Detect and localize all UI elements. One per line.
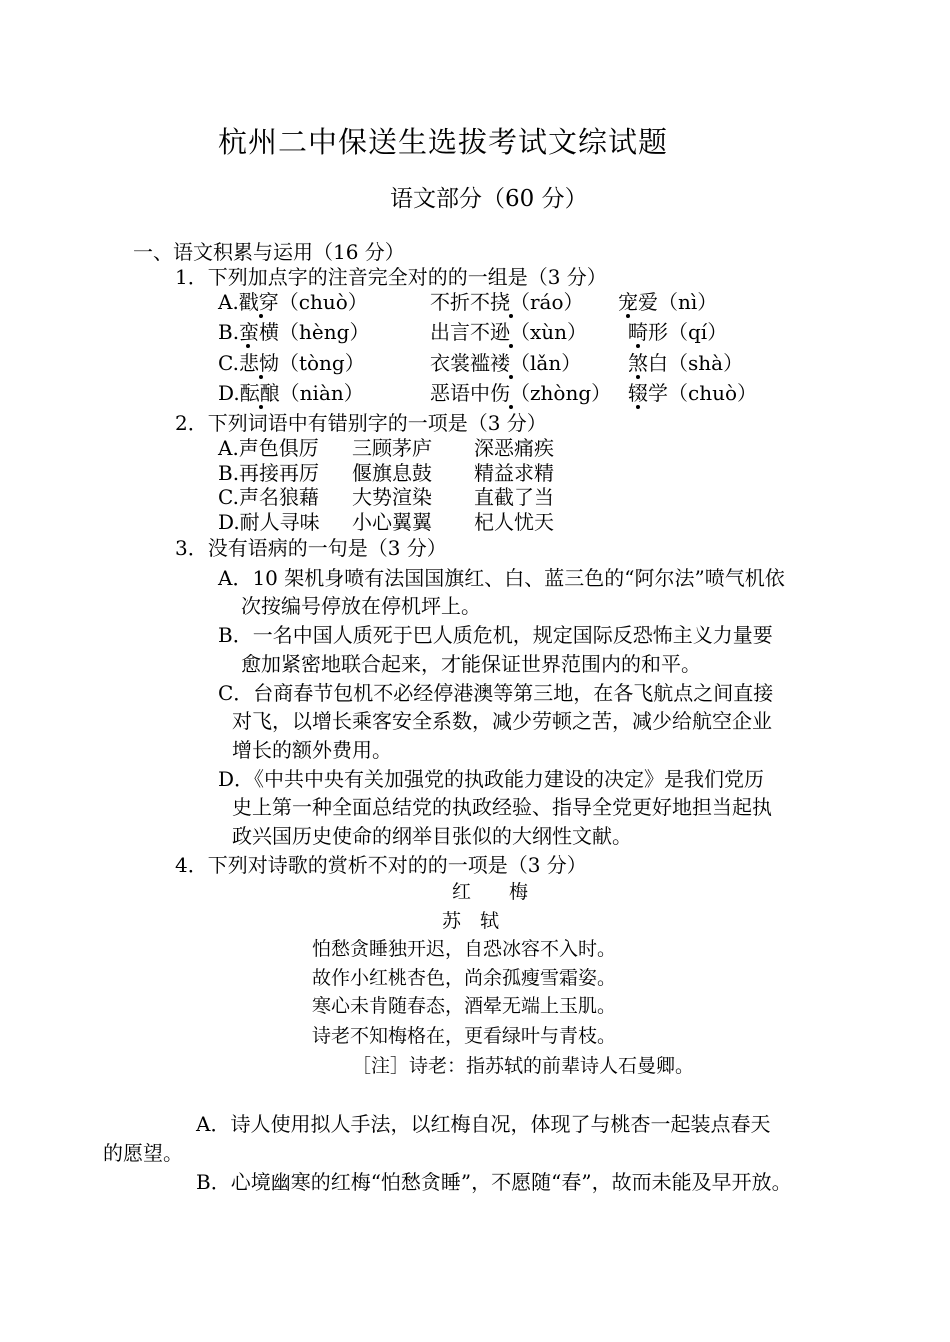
q1-option-a-2: 不折不挠（ráo）	[430, 290, 584, 314]
q2-option-d-1: D.耐人寻味	[218, 510, 320, 534]
q2-option-a-1: A.声色俱厉	[218, 436, 319, 460]
question-4-stem: 4．下列对诗歌的赏析不对的的一项是（3 分）	[175, 853, 587, 877]
poem-note: ［注］诗老：指苏轼的前辈诗人石曼卿。	[352, 1055, 695, 1077]
q1-option-d-2: 恶语中伤（zhòng）	[430, 381, 612, 405]
q3-option-d-line-1: D．《中共中央有关加强党的执政能力建设的决定》是我们党历	[218, 767, 765, 791]
q2-option-b-2: 偃旗息鼓	[352, 461, 432, 485]
q2-option-d-3: 杞人忧天	[474, 510, 554, 534]
q1-option-a-3: 宠爱（nì）	[618, 290, 718, 314]
q3-option-a-line-1: A．10 架机身喷有法国国旗红、白、蓝三色的“阿尔法”喷气机依	[218, 566, 785, 590]
q3-option-c-line-3: 增长的额外费用。	[232, 738, 392, 762]
poem-line-3: 寒心未肯随春态，酒晕无端上玉肌。	[312, 995, 617, 1017]
emphasis-dot	[509, 375, 513, 379]
q1-option-c-1: C.悲恸（tòng）	[218, 351, 365, 375]
q3-option-b-line-2: 愈加紧密地联合起来，才能保证世界范围内的和平。	[241, 652, 701, 676]
emphasis-dot	[259, 405, 263, 409]
q1-option-d-1: D.酝酿（niàn）	[218, 381, 364, 405]
q2-option-b-3: 精益求精	[474, 461, 554, 485]
q1-option-c-3: 煞白（shà）	[628, 351, 744, 375]
poem-line-4: 诗老不知梅格在，更看绿叶与青枝。	[312, 1025, 617, 1047]
q1-option-b-1: B.蛮横（hèng）	[218, 320, 370, 344]
question-3-stem: 3．没有语病的一句是（3 分）	[175, 536, 447, 560]
poem-title: 红 梅	[452, 881, 529, 903]
q2-option-a-3: 深恶痛疾	[474, 436, 554, 460]
q4-option-a-line-2: 的愿望。	[103, 1141, 183, 1165]
question-1-stem: 1．下列加点字的注音完全对的的一组是（3 分）	[175, 265, 607, 289]
q3-option-a-line-2: 次按编号停放在停机坪上。	[241, 594, 481, 618]
emphasis-dot	[246, 344, 250, 348]
emphasis-dot	[509, 344, 513, 348]
q3-option-b-line-1: B．一名中国人质死于巴人质危机，规定国际反恐怖主义力量要	[218, 623, 773, 647]
emphasis-dot	[509, 405, 513, 409]
q3-option-c-line-2: 对飞，以增长乘客安全系数，减少劳顿之苦，减少给航空企业	[232, 709, 772, 733]
emphasis-dot	[626, 314, 630, 318]
q3-option-d-line-3: 政兴国历史使命的纲举目张似的大纲性文献。	[232, 824, 632, 848]
q4-option-b-line-1: B．心境幽寒的红梅“怕愁贪睡”，不愿随“春”，故而未能及早开放。	[196, 1170, 792, 1194]
q2-option-c-1: C.声名狼藉	[218, 485, 319, 509]
q1-option-b-2: 出言不逊（xùn）	[430, 320, 588, 344]
section-heading: 一、语文积累与运用（16 分）	[133, 240, 405, 264]
emphasis-dot	[636, 405, 640, 409]
q1-option-a-1: A.戳穿（chuò）	[218, 290, 368, 314]
q1-option-c-2: 衣裳褴褛（lǎn）	[430, 351, 582, 375]
q2-option-b-1: B.再接再厉	[218, 461, 320, 485]
q3-option-c-line-1: C．台商春节包机不必经停港澳等第三地，在各飞航点之间直接	[218, 681, 774, 705]
emphasis-dot	[636, 375, 640, 379]
emphasis-dot	[636, 344, 640, 348]
emphasis-dot	[259, 314, 263, 318]
q2-option-a-2: 三顾茅庐	[352, 436, 432, 460]
q1-option-b-3: 畸形（qí）	[628, 320, 728, 344]
emphasis-dot	[259, 375, 263, 379]
q1-option-d-3: 辍学（chuò）	[628, 381, 758, 405]
q3-option-d-line-2: 史上第一种全面总结党的执政经验、指导全党更好地担当起执	[232, 795, 772, 819]
emphasis-dot	[509, 314, 513, 318]
q2-option-c-3: 直截了当	[474, 485, 554, 509]
section-subtitle: 语文部分（60 分）	[390, 186, 588, 212]
poem-line-1: 怕愁贪睡独开迟，自恐冰容不入时。	[312, 938, 617, 960]
poem-author: 苏 轼	[442, 910, 500, 932]
poem-line-2: 故作小红桃杏色，尚余孤瘦雪霜姿。	[312, 967, 617, 989]
q4-option-a-line-1: A．诗人使用拟人手法，以红梅自况，体现了与桃杏一起装点春天	[196, 1112, 771, 1136]
q2-option-c-2: 大势渲染	[352, 485, 432, 509]
question-2-stem: 2．下列词语中有错别字的一项是（3 分）	[175, 411, 547, 435]
page-title: 杭州二中保送生选拔考试文综试题	[218, 125, 669, 159]
q2-option-d-2: 小心翼翼	[352, 510, 432, 534]
